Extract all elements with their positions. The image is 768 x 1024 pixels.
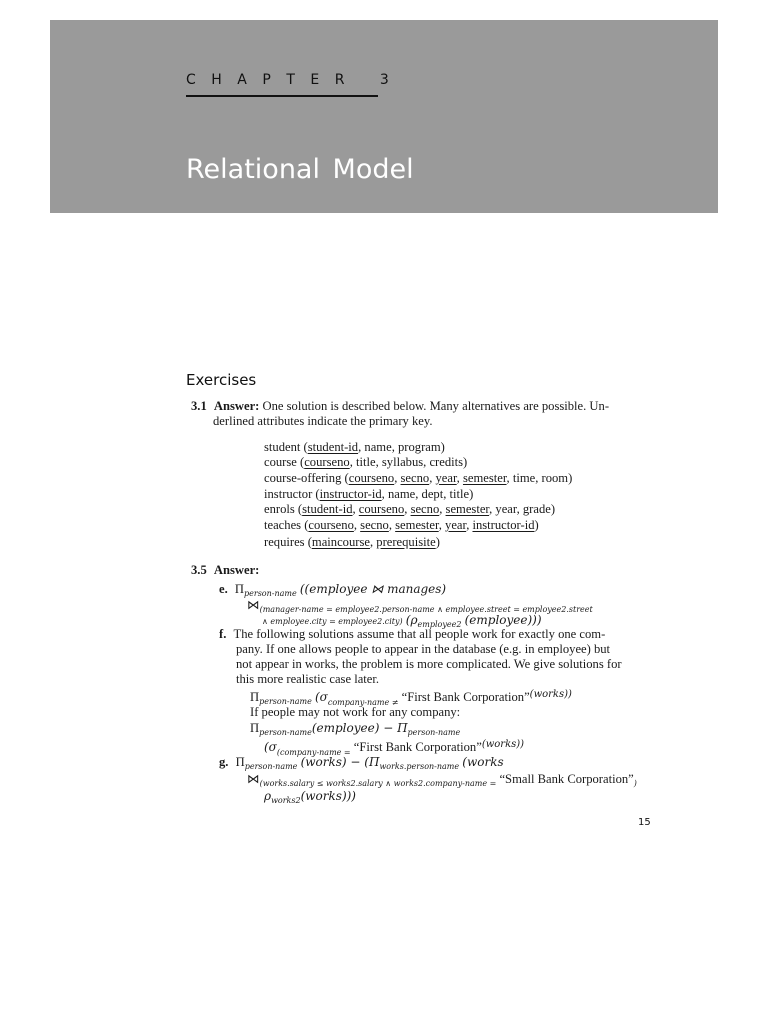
part-e-line1: e. $\Pi_{person-name}$ ((employee ⋈ manages) (219, 582, 447, 598)
part-f-line4: this more realistic case later. (236, 672, 380, 686)
part-label: e. (219, 582, 228, 596)
key-attribute: instructor-id (319, 487, 382, 501)
key-attribute: year (445, 518, 467, 532)
key-attribute: semester (395, 518, 439, 532)
part-f-note: If people may not work for any company: (250, 705, 461, 719)
part-text: The following solutions assume that all people work for exactly one com- (233, 627, 606, 641)
section-title: Exercises (186, 371, 257, 389)
relation-name: requires (264, 535, 305, 549)
key-attribute: courseno (358, 502, 405, 516)
key-attribute: courseno (348, 471, 395, 485)
answer-label: Answer: (213, 563, 260, 577)
math-expression: (works) − (Π (300, 755, 380, 769)
part-e-line2: $⋈_{(manager-name = employee2.person-name \wedge employee.street = employee2.street}$ (247, 598, 593, 614)
math-subscript: person-name (407, 728, 461, 737)
key-attribute: prerequisite (376, 535, 436, 549)
key-attribute: secno (360, 518, 389, 532)
part-f-line2: pany. If one allows people to appear in the database (e.g. in employee) but (236, 642, 611, 656)
schema-relation: requires (maincourse, prerequisite) (264, 535, 440, 549)
math-expression: (employee) − Π (311, 721, 408, 735)
math-expression: (works)) (481, 739, 525, 750)
attribute: time (512, 471, 536, 485)
math-constant: “First Bank Corporation” (401, 690, 530, 704)
key-attribute: year (435, 471, 457, 485)
exercise-number: 3.1 (191, 399, 207, 413)
math-expression: (works (462, 755, 504, 769)
key-attribute: secno (400, 471, 430, 485)
exercise-3-1-line1 (191, 398, 609, 414)
part-label: g. (219, 755, 229, 769)
part-label: f. (219, 627, 227, 641)
part-g-line1: g. $\Pi_{person-name}$ (works) − ($\Pi_{works.person-name}$ (works (219, 755, 504, 771)
math-expression: (works))) (300, 789, 356, 803)
page-number: 15 (638, 817, 651, 828)
key-attribute: instructor-id (472, 518, 535, 532)
math-subscript: (company-name = (276, 748, 351, 757)
part-g-line3: $\rho_{works2}(works)$)) (264, 789, 356, 805)
math-subscript: employee2 (417, 620, 462, 629)
exercise-3-5-heading (191, 562, 259, 578)
math-subscript: person-name (244, 762, 298, 771)
math-subscript: company-name ≠ (327, 698, 399, 707)
attribute: credits (429, 455, 464, 469)
part-f-line1 (219, 626, 605, 642)
relation-name: teaches (264, 518, 302, 532)
key-attribute: student-id (302, 502, 353, 516)
schema-relation: course (courseno, title, syllabus, credits) (264, 455, 468, 469)
attribute: program (397, 440, 441, 454)
math-expression: ((employee ⋈ manages) (299, 582, 447, 596)
schema-relation: course-offering (courseno, secno, year, semester, time, room) (264, 471, 573, 485)
key-attribute: student-id (307, 440, 359, 454)
exercise-text: One solution is described below. Many alternatives are possible. Un- (262, 399, 610, 413)
math-subscript: works2 (271, 796, 301, 805)
math-subscript: person-name (259, 728, 312, 737)
chapter-rule (186, 95, 378, 97)
math-subscript: (works.salary ≤ works2.salary ∧ works2.company-name = (259, 779, 497, 788)
attribute: dept (421, 487, 444, 501)
math-expression: (works)) (529, 689, 572, 700)
chapter-label: CHAPTER 3 (186, 72, 405, 88)
attribute: name (364, 440, 392, 454)
relation-name: student (264, 440, 301, 454)
key-attribute: maincourse (311, 535, 370, 549)
key-attribute: semester (462, 471, 507, 485)
key-attribute: courseno (304, 455, 350, 469)
attribute: name (387, 487, 416, 501)
part-f-expr2: $\Pi_{person-name}(employee) - \Pi_{person-name}$ (250, 721, 461, 737)
attribute: syllabus (381, 455, 424, 469)
math-expression: (employee))) (464, 613, 542, 627)
part-g-line2: $⋈_{(works.salary \le works2.salary \wedge works2.company-name =}$ “Small Bank $Corporation”_)$ (247, 772, 637, 788)
math-constant: “First Bank Corporation” (353, 740, 482, 754)
math-constant: “Small Bank Corporation” (499, 772, 634, 786)
relation-name: course-offering (264, 471, 342, 485)
part-f-expr1: $\Pi_{person-name}$ ($\sigma_{company-name \ne}$ “First Bank Corporation”$^{(works))}$ (250, 689, 572, 707)
schema-relation: instructor (instructor-id, name, dept, title) (264, 487, 474, 501)
attribute: title (355, 455, 376, 469)
attribute: title (449, 487, 470, 501)
schema-relation: student (student-id, name, program) (264, 440, 445, 454)
relation-name: instructor (264, 487, 313, 501)
attribute: year (495, 502, 517, 516)
key-attribute: semester (445, 502, 490, 516)
part-f-line3: not appear in works, the problem is more complicated. We give solutions for (236, 657, 622, 671)
key-attribute: secno (410, 502, 440, 516)
math-subscript: ∧ employee.city = employee2.city) (262, 617, 403, 626)
math-subscript: person-name (244, 589, 297, 598)
schema-relation: enrols (student-id, courseno, secno, semester, year, grade) (264, 502, 556, 516)
relation-name: course (264, 455, 297, 469)
math-subscript: (manager-name = employee2.person-name ∧ employee.street = employee2.street (259, 605, 593, 614)
part-e-line3: ∧ employee.city = employee2.city) ($\rho_{employee2}$ (employee))) (262, 613, 542, 629)
math-subscript: person-name (259, 697, 312, 706)
exercise-number: 3.5 (191, 563, 207, 577)
attribute: grade (522, 502, 551, 516)
schema-relation: teaches (courseno, secno, semester, year, instructor-id) (264, 518, 539, 532)
relation-name: enrols (264, 502, 295, 516)
part-f-expr3: ($\sigma_{(company-name =}$ “First Bank Corporation”$^{(works))}$ (264, 739, 525, 757)
math-subscript: works.person-name (379, 762, 460, 771)
exercise-3-1-line2: derlined attributes indicate the primary key. (213, 414, 433, 428)
key-attribute: courseno (308, 518, 354, 532)
attribute: room (541, 471, 569, 485)
chapter-title: Relational Model (186, 154, 414, 185)
answer-label: Answer: (213, 399, 260, 413)
